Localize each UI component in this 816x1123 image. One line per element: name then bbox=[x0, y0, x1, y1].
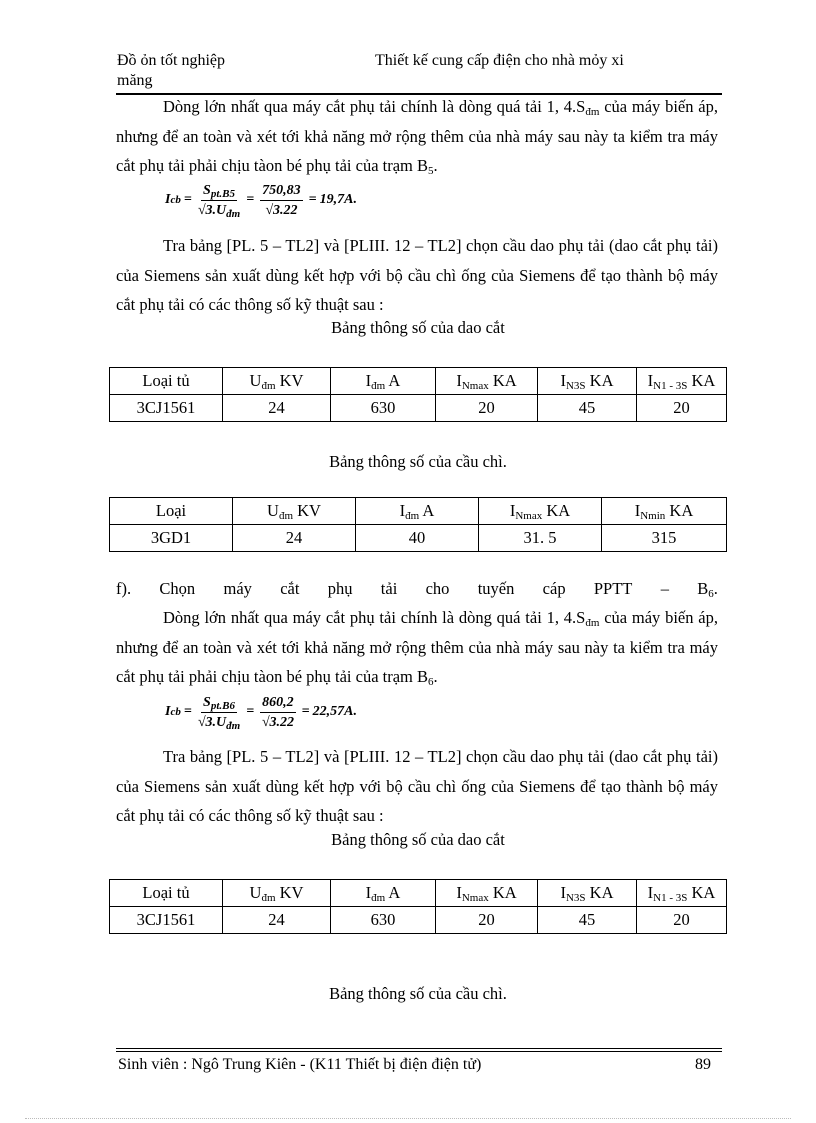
table-header-cell: $I_{Nmax}$ KA bbox=[479, 498, 602, 525]
table-cell: 31. 5 bbox=[479, 525, 602, 552]
table-row bbox=[110, 395, 727, 422]
table-header-cell: $I_{đm}$ A bbox=[331, 368, 436, 395]
table-header-cell: $I_{Nmin}$ KA bbox=[602, 498, 727, 525]
table-header-cell: $I_{N1 - 3S}$ KA bbox=[637, 368, 727, 395]
table-header-cell: $I_{N1 - 3S}$ KA bbox=[637, 880, 727, 907]
s2-formula: I cb = $\frac{S_{pt.B6}}{√3.U_{đm}}$ = $\frac{860,2}{√3.22}$ = 22,57A . bbox=[165, 694, 357, 732]
table-header-cell: $I_{Nmax}$ KA bbox=[436, 880, 538, 907]
table-header-cell: Loại tủ bbox=[110, 880, 223, 907]
table-cell: 45 bbox=[538, 395, 637, 422]
s2-paragraph-1: Dòng lớn nhất qua máy cắt phụ tải chính là dòng quá tải 1, $4.S_{đm}$ của máy biến áp, nhưng để an toàn và xét tới khả năng mở rộng thêm của nhà máy sau này ta kiểm tra máy cắt phụ tải phải chịu tàon bé phụ tải của trạm $B_6$. bbox=[116, 608, 718, 688]
s2-heading: f). Chọn máy cắt phụ tải cho tuyến cáp PPTT – $B_6$. bbox=[116, 579, 718, 600]
footer-rule-bottom bbox=[116, 1051, 722, 1052]
table-cell: 3GD1 bbox=[110, 525, 233, 552]
table-header-cell: $U_{đm}$ KV bbox=[223, 368, 331, 395]
table-header-cell: $I_{N3S}$ KA bbox=[538, 880, 637, 907]
s2-table-dao-cat bbox=[109, 879, 727, 934]
table-row bbox=[110, 525, 727, 552]
header-left-line1: Đồ ỏn tốt nghiệp bbox=[117, 52, 225, 69]
s1-formula: I cb = $\frac{S_{pt.B5}}{√3.U_{đm}}$ = $\frac{750,83}{√3.22}$ = 19,7A . bbox=[165, 182, 357, 220]
header-right: Thiết kế cung cấp điện cho nhà mỏy xi bbox=[375, 52, 624, 69]
table-cell: 20 bbox=[637, 907, 727, 934]
s2-caption-dao-cat: Bảng thông số của dao cắt bbox=[331, 830, 505, 849]
s1-caption-cau-chi: Bảng thông số của cầu chì. bbox=[329, 452, 507, 471]
table-cell: 630 bbox=[331, 395, 436, 422]
table-header-cell: $I_{đm}$ A bbox=[356, 498, 479, 525]
s2-paragraph-2: Tra bảng [PL. 5 – TL2] và [PLIII. 12 – TL2] chọn cầu dao phụ tải (dao cắt phụ tải) của Siemens sản xuất dùng kết hợp với bộ cầu chì ống của Siemens để tạo thành bộ máy cắt phụ tải có các thông số kỹ thuật sau : bbox=[116, 747, 718, 825]
s1-paragraph-2: Tra bảng [PL. 5 – TL2] và [PLIII. 12 – TL2] chọn cầu dao phụ tải (dao cắt phụ tải) của Siemens sản xuất dùng kết hợp với bộ cầu chì ống của Siemens để tạo thành bộ máy cắt phụ tải có các thông số kỹ thuật sau : bbox=[116, 236, 718, 314]
table-cell: 24 bbox=[233, 525, 356, 552]
table-cell: 20 bbox=[436, 907, 538, 934]
table-header-cell: $I_{đm}$ A bbox=[331, 880, 436, 907]
footer-page-number: 89 bbox=[695, 1056, 711, 1073]
table-header-cell: $U_{đm}$ KV bbox=[223, 880, 331, 907]
table-header-cell: $I_{Nmax}$ KA bbox=[436, 368, 538, 395]
table-cell: 315 bbox=[602, 525, 727, 552]
table-cell: 24 bbox=[223, 395, 331, 422]
table-header-cell: Loại tủ bbox=[110, 368, 223, 395]
table-cell: 630 bbox=[331, 907, 436, 934]
table-cell: 24 bbox=[223, 907, 331, 934]
table-cell: 40 bbox=[356, 525, 479, 552]
s1-table-cau-chi bbox=[109, 497, 727, 552]
table-row bbox=[110, 907, 727, 934]
table-header-cell: $I_{N3S}$ KA bbox=[538, 368, 637, 395]
s1-paragraph-1: Dòng lớn nhất qua máy cắt phụ tải chính là dòng quá tải 1, $4.S_{đm}$ của máy biến áp, nhưng để an toàn và xét tới khả năng mở rộng thêm của nhà máy sau này ta kiểm tra máy cắt phụ tải phải chịu tàon bé phụ tải của trạm $B_5$. bbox=[116, 97, 718, 177]
table-header-row bbox=[110, 498, 727, 525]
table-cell: 3CJ1561 bbox=[110, 395, 223, 422]
table-cell: 3CJ1561 bbox=[110, 907, 223, 934]
footer-student: Sinh viên : Ngô Trung Kiên - (K11 Thiết bị điện điện tử) bbox=[118, 1056, 482, 1073]
header-left-line2: măng bbox=[117, 72, 153, 89]
s2-caption-cau-chi: Bảng thông số của cầu chì. bbox=[329, 984, 507, 1003]
table-header-cell: $U_{đm}$ KV bbox=[233, 498, 356, 525]
table-cell: 20 bbox=[637, 395, 727, 422]
table-header-row bbox=[110, 880, 727, 907]
table-cell: 45 bbox=[538, 907, 637, 934]
s1-table-dao-cat bbox=[109, 367, 727, 422]
footer-rule-top bbox=[116, 1048, 722, 1049]
table-header-row bbox=[110, 368, 727, 395]
table-header-cell: Loại bbox=[110, 498, 233, 525]
table-cell: 20 bbox=[436, 395, 538, 422]
bottom-dotted-line bbox=[25, 1118, 791, 1119]
s1-caption-dao-cat: Bảng thông số của dao cắt bbox=[331, 318, 505, 337]
